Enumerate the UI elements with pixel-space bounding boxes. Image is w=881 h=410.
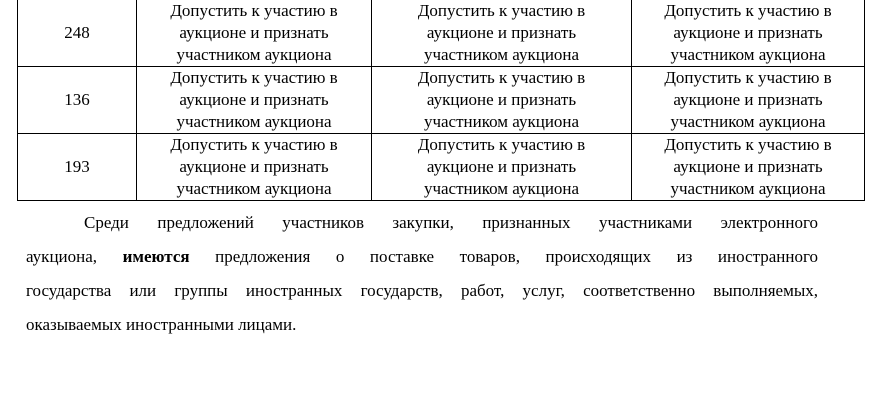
application-number: 193	[18, 134, 137, 201]
table-row	[18, 67, 865, 134]
table-row	[18, 134, 865, 201]
decision-cell: Допустить к участию в аукционе и признать участником аукциона	[137, 0, 372, 67]
application-number: 248	[18, 0, 137, 67]
foreign-goods-paragraph	[26, 206, 818, 342]
application-number: 136	[18, 67, 137, 134]
decision-cell: Допустить к участию в аукционе и признать участником аукциона	[632, 67, 865, 134]
paragraph-text: предложения о поставке товаров, происходящих из иностранного	[215, 247, 819, 266]
paragraph-text: аукциона,	[26, 247, 98, 266]
paragraph-line	[26, 240, 818, 274]
decision-cell: Допустить к участию в аукционе и признать участником аукциона	[137, 67, 372, 134]
table-row	[18, 0, 865, 67]
decision-cell: Допустить к участию в аукционе и признать участником аукциона	[372, 134, 632, 201]
decision-cell: Допустить к участию в аукционе и признать участником аукциона	[632, 0, 865, 67]
paragraph-line: оказываемых иностранными лицами.	[26, 315, 297, 334]
emphasized-word: имеются	[122, 247, 190, 266]
decision-cell: Допустить к участию в аукционе и признать участником аукциона	[372, 0, 632, 67]
decision-table	[17, 0, 865, 201]
decision-cell: Допустить к участию в аукционе и признать участником аукциона	[137, 134, 372, 201]
decision-cell: Допустить к участию в аукционе и признать участником аукциона	[372, 67, 632, 134]
decision-cell: Допустить к участию в аукционе и признать участником аукциона	[632, 134, 865, 201]
paragraph-line: Среди предложений участников закупки, признанных участниками электронного	[84, 213, 818, 232]
paragraph-line: государства или группы иностранных государств, работ, услуг, соответственно выполняемых,	[26, 281, 818, 300]
